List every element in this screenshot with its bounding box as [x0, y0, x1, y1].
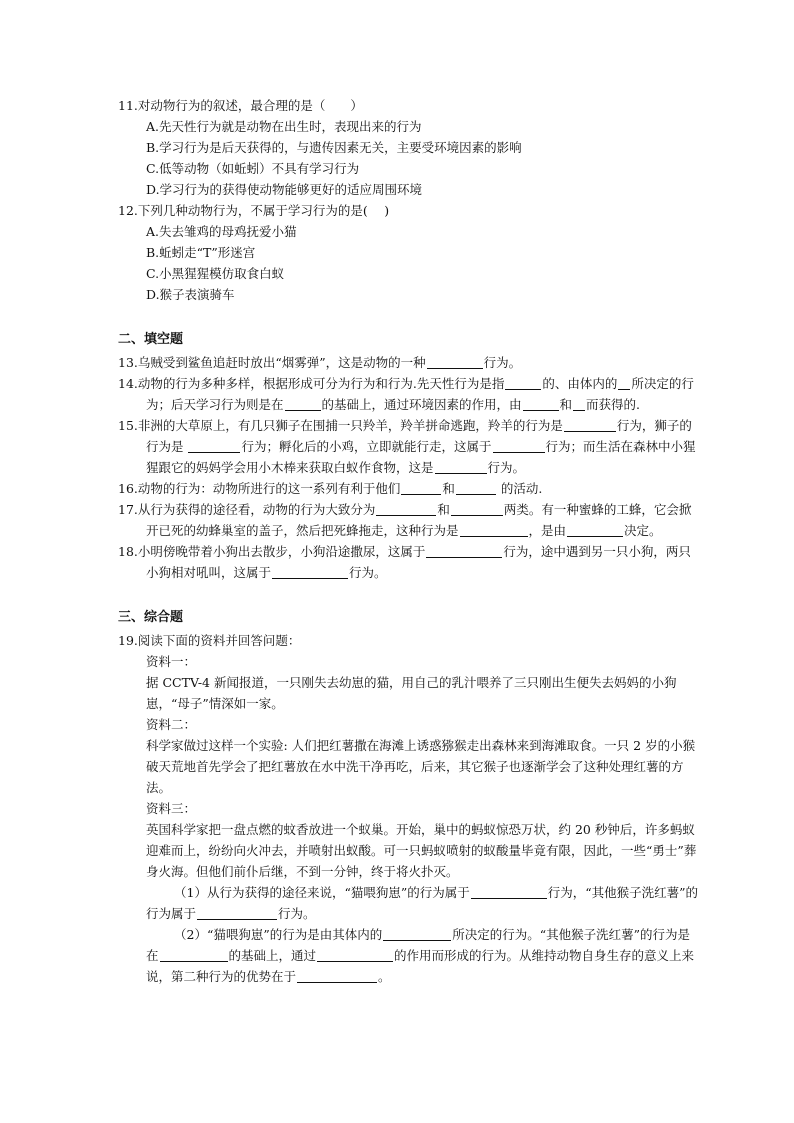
question-17-text-f: 决定。 — [624, 523, 662, 538]
answer-blank — [297, 968, 377, 983]
answer-blank — [188, 438, 240, 453]
question-15-text-d: 行为；孵化后的小鸡，立即就能行走，这属于 — [241, 439, 492, 454]
question-11-stem: 11.对动物行为的叙述，最合理的是（ ） — [118, 98, 363, 113]
question-12-option-d: D.猴子表演骑车 — [146, 287, 235, 302]
question-14-text-c: 所决定的行为；后天学习行为则是在 — [146, 376, 694, 412]
question-17-text-e: ，是由 — [528, 523, 567, 538]
question-17-text-c: 两类。有一种蜜蜂的工蜂， — [503, 502, 654, 517]
question-17 — [118, 499, 700, 541]
question-19-part-2 — [146, 924, 700, 987]
question-14-text-f: 而获得的. — [586, 397, 641, 412]
question-15-text-c: 狮子的行为是 — [146, 418, 692, 454]
question-12-option-b: B.蚯蚓走“T”形迷宫 — [146, 245, 256, 260]
question-15-text-a: 15.非洲的大草原上，有几只狮子在围捕一只羚羊，羚羊拼命逃跑，羚羊的行为是 — [118, 418, 563, 433]
part-2-text-e: 。 — [378, 969, 391, 984]
question-15-text-f: 活在森林中小猩猩跟它的妈妈学会用小木棒来获取白蚁作食物，这是 — [146, 439, 696, 475]
material-1-text: 据 CCTV-4 新闻报道，一只刚失去幼崽的猫，用自己的乳汁喂养了三只刚出生便失去妈妈的小狗崽，“母子”情深如一家。 — [146, 675, 677, 711]
question-18-text-c: 狗，两只小狗相对吼叫，这属于 — [146, 544, 691, 580]
question-17-text-a: 17.从行为获得的途径看，动物的行为大致分为 — [118, 502, 376, 517]
answer-blank — [285, 396, 321, 411]
question-12-stem: 12.下列几种动物行为，不属于学习行为的是( ) — [118, 203, 390, 218]
question-15-text-b: 行为， — [616, 418, 655, 433]
question-17-text-b: 和 — [437, 502, 450, 517]
material-2-title: 资料二： — [146, 717, 197, 732]
question-13 — [118, 352, 700, 373]
question-16-text-b: 和 — [442, 481, 455, 496]
part-2-text-c: 的基础上，通过 — [228, 948, 317, 963]
material-3-title: 资料三： — [146, 801, 197, 816]
question-17-text-d: 它会掀开已死的幼蜂巢室的盖子，然后把死蜂拖走，这种行为是 — [146, 502, 692, 538]
question-15 — [118, 415, 700, 478]
question-15-text-g: 行为。 — [487, 460, 526, 475]
answer-blank — [567, 522, 623, 537]
answer-blank — [493, 438, 545, 453]
question-11-option-b: B.学习行为是后天获得的，与遗传因素无关，主要受环境因素的影响 — [146, 140, 522, 155]
question-14-text-b: 的、由体内的 — [542, 376, 618, 391]
material-3-text: 英国科学家把一盘点燃的蚊香放进一个蚁巢。开始，巢中的蚂蚁惊恐万状，约 20 秒钟后，许多蚂蚁迎难而上，纷纷向火冲去，并喷射出蚁酸。可一只蚂蚁喷射的蚁酸量毕竟有限，因此，一些“勇士”葬身火海。但他们前仆后继，不到一分钟，终于将火扑灭。 — [146, 822, 697, 879]
question-11-option-d: D.学习行为的获得使动物能够更好的适应周围环境 — [146, 182, 423, 197]
question-13-text-b: 行为。 — [483, 355, 522, 370]
question-12-option-a: A.失去雏鸡的母鸡抚爱小猫 — [146, 224, 297, 239]
question-14-text-d: 的基础上，通过环境因素的作用，由 — [321, 397, 522, 412]
answer-blank — [435, 459, 487, 474]
question-18-text-b: 行为，途中遇到另一只小 — [503, 544, 641, 559]
part-2-text-a: （2）“猫喂狗崽”的行为是由其体内的 — [174, 927, 383, 942]
question-19-stem: 19.阅读下面的资料并回答问题： — [118, 633, 301, 648]
answer-blank — [272, 564, 348, 579]
question-11-option-c: C.低等动物（如蚯蚓）不具有学习行为 — [146, 161, 360, 176]
answer-blank — [427, 354, 483, 369]
answer-blank — [505, 375, 541, 390]
answer-blank — [426, 543, 502, 558]
section-heading-fill-in: 二、填空题 — [118, 332, 184, 347]
part-2-text-b: 所决定的行为。“其他猴子洗红薯”的行为是在 — [146, 927, 691, 963]
answer-blank — [197, 905, 277, 920]
question-18-text-d: 行为。 — [349, 565, 387, 580]
answer-blank — [564, 417, 616, 432]
answer-blank — [451, 501, 503, 516]
question-11-option-a: A.先天性行为就是动物在出生时，表现出来的行为 — [146, 119, 422, 134]
answer-blank — [160, 947, 228, 962]
question-16-text-c: 的活动. — [496, 481, 543, 496]
answer-blank — [401, 480, 441, 495]
question-16-text-a: 16.动物的行为：动物所进行的这一系列有利于他们 — [118, 481, 401, 496]
section-heading-comprehensive: 三、综合题 — [118, 610, 184, 625]
part-2-text-d: 的作用而形成的行为。从维持动物自身生存的意义上来说，第二种行为的优势在于 — [146, 948, 695, 984]
answer-blank — [317, 947, 393, 962]
part-1-text-a: （1）从行为获得的途径来说，“猫喂狗崽”的行为属于 — [174, 885, 470, 900]
answer-blank — [456, 480, 496, 495]
question-14-text-a: 14.动物的行为多种多样，根据形成可分为行为和行为.先天性行为是指 — [118, 376, 505, 391]
answer-blank — [471, 884, 547, 899]
part-1-text-c: 行为。 — [278, 906, 316, 921]
exam-content — [118, 95, 700, 987]
part-1-text-b: 行为，“其他猴子洗红薯”的行为属于 — [146, 885, 699, 921]
answer-blank — [573, 396, 585, 411]
answer-blank — [460, 522, 528, 537]
answer-blank — [383, 926, 451, 941]
answer-blank — [618, 375, 630, 390]
question-18-text-a: 18.小明傍晚带着小狗出去散步，小狗沿途撒尿，这属于 — [118, 544, 426, 559]
answer-blank — [376, 501, 436, 516]
question-14-text-e: 和 — [559, 397, 573, 412]
material-1-title: 资料一： — [146, 654, 197, 669]
question-19-part-1 — [146, 882, 700, 924]
question-18 — [118, 541, 700, 583]
material-2-text: 科学家做过这样一个实验: 人们把红薯撒在海滩上诱惑猕猴走出森林来到海滩取食。一只 2 岁的小猴破天荒地首先学会了把红薯放在水中洗干净再吃，后来，其它猴子也逐渐学会了这种处理红薯的方法。 — [146, 738, 696, 795]
answer-blank — [523, 396, 559, 411]
question-12-option-c: C.小黑猩猩模仿取食白蚁 — [146, 266, 285, 281]
question-16 — [118, 478, 700, 499]
question-15-text-e: 行为；而生 — [545, 439, 609, 454]
question-13-text-a: 13.乌贼受到鲨鱼追赶时放出“烟雾弹”，这是动物的一种 — [118, 355, 426, 370]
question-14 — [118, 373, 700, 415]
